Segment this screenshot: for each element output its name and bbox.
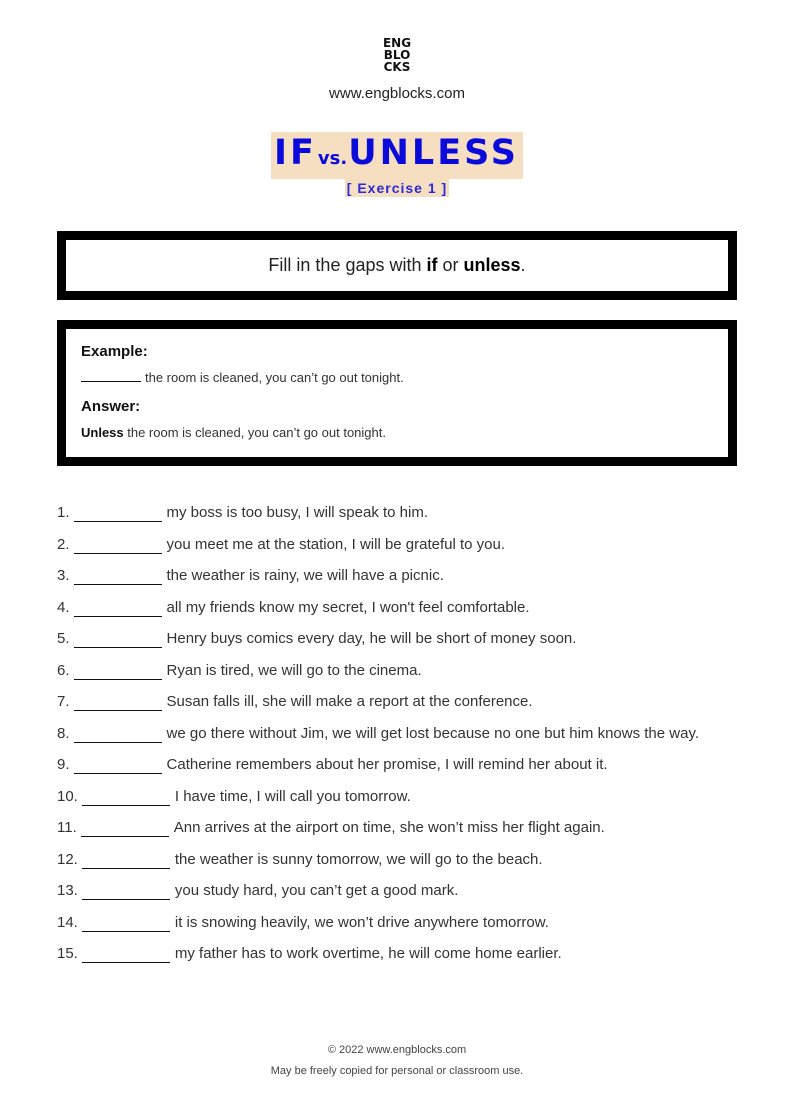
item-text: I have time, I will call you tomorrow.: [174, 787, 411, 805]
item-text: Ann arrives at the airport on time, she won’t miss her flight again.: [173, 819, 605, 836]
title-vs: vs.: [317, 148, 348, 169]
instructions-box: [57, 231, 737, 300]
exercise-item: [57, 945, 777, 977]
item-text: Susan falls ill, she will make a report at the conference.: [166, 693, 533, 710]
instructions-suffix: .: [520, 255, 526, 275]
example-sentence: [81, 370, 713, 385]
answer-sentence: [81, 425, 713, 440]
answer-blank[interactable]: [82, 851, 170, 869]
item-text: you meet me at the station, I will be grateful to you.: [166, 535, 506, 553]
item-number: 5.: [57, 630, 70, 647]
answer-blank[interactable]: [82, 914, 170, 932]
exercise-item: [57, 882, 777, 914]
item-number: 15.: [57, 945, 78, 962]
instructions-text: [268, 255, 525, 276]
item-text: my boss is too busy, I will speak to him.: [166, 504, 428, 521]
answer-blank[interactable]: [74, 536, 162, 554]
exercise-item: [57, 725, 777, 757]
title-container: [0, 132, 794, 179]
item-text: we go there without Jim, we will get lost because no one but him knows the way.: [166, 724, 700, 742]
exercise-item: [57, 567, 777, 599]
answer-blank[interactable]: [82, 945, 170, 963]
exercise-item: [57, 788, 777, 820]
item-text: all my friends know my secret, I won't feel comfortable.: [166, 598, 530, 616]
exercise-item: [57, 630, 777, 662]
item-number: 13.: [57, 882, 78, 899]
page-title: [271, 132, 523, 179]
instructions-prefix: Fill in the gaps with: [268, 255, 427, 275]
answer-blank[interactable]: [74, 725, 162, 743]
footer-copyright: © 2022 www.engblocks.com: [327, 1044, 467, 1056]
exercise-item: [57, 851, 777, 883]
item-number: 2.: [57, 535, 70, 553]
engblocks-logo: [0, 37, 794, 73]
item-text: Catherine remembers about her promise, I will remind her about it.: [166, 756, 608, 773]
exercise-item: [57, 819, 777, 851]
item-number: 7.: [57, 693, 70, 710]
item-text: you study hard, you can’t get a good mark.: [174, 882, 459, 899]
answer-blank[interactable]: [81, 819, 169, 837]
answer-blank[interactable]: [74, 693, 162, 711]
exercise-subtitle: [ Exercise 1 ]: [346, 180, 448, 196]
exercise-item: [57, 914, 777, 946]
exercise-item: [57, 693, 777, 725]
example-sentence-text: the room is cleaned, you can’t go out tonight.: [145, 370, 404, 385]
item-text: it is snowing heavily, we won’t drive anywhere tomorrow.: [174, 913, 549, 931]
answer-blank[interactable]: [74, 567, 162, 585]
instructions-middle: or: [437, 255, 464, 275]
answer-blank[interactable]: [74, 599, 162, 617]
item-text: the weather is sunny tomorrow, we will go to the beach.: [174, 850, 543, 868]
answer-sentence-text: the room is cleaned, you can’t go out tonight.: [123, 425, 386, 440]
item-number: 12.: [57, 850, 78, 868]
item-number: 10.: [57, 787, 78, 805]
item-text: Henry buys comics every day, he will be short of money soon.: [166, 630, 577, 647]
exercise-item: [57, 756, 777, 788]
title-unless: UNLESS: [348, 133, 519, 173]
answer-blank[interactable]: [74, 662, 162, 680]
answer-heading: Answer:: [81, 398, 141, 415]
answer-blank[interactable]: [74, 504, 162, 522]
item-text: Ryan is tired, we will go to the cinema.: [166, 661, 422, 679]
item-number: 6.: [57, 661, 70, 679]
example-box: [57, 320, 737, 466]
title-if: IF: [273, 133, 317, 173]
exercise-item: [57, 599, 777, 631]
exercise-item: [57, 536, 777, 568]
instructions-word-unless: unless: [463, 255, 521, 275]
footer-note: May be freely copied for personal or classroom use.: [270, 1065, 524, 1077]
subtitle-container: [0, 179, 794, 198]
item-number: 1.: [57, 504, 70, 521]
item-number: 8.: [57, 724, 70, 742]
item-text: my father has to work overtime, he will come home earlier.: [174, 945, 562, 962]
item-number: 3.: [57, 567, 70, 584]
answer-blank[interactable]: [74, 630, 162, 648]
answer-blank[interactable]: [82, 882, 170, 900]
item-text: the weather is rainy, we will have a picnic.: [166, 567, 444, 584]
item-number: 9.: [57, 756, 70, 773]
instructions-word-if: if: [426, 255, 438, 275]
answer-blank[interactable]: [82, 788, 170, 806]
exercise-list: [57, 504, 777, 977]
item-number: 11.: [57, 819, 77, 836]
answer-word: Unless: [81, 425, 124, 440]
exercise-item: [57, 504, 777, 536]
logo-line-3: CKS: [383, 60, 411, 74]
example-blank: [81, 371, 141, 382]
answer-blank[interactable]: [74, 756, 162, 774]
logo-line-2: BLO: [383, 48, 411, 62]
item-number: 14.: [57, 913, 78, 931]
example-heading: Example:: [81, 343, 148, 360]
site-url[interactable]: www.engblocks.com: [329, 85, 465, 102]
item-number: 4.: [57, 598, 70, 616]
logo-line-1: ENG: [382, 36, 412, 50]
exercise-item: [57, 662, 777, 694]
